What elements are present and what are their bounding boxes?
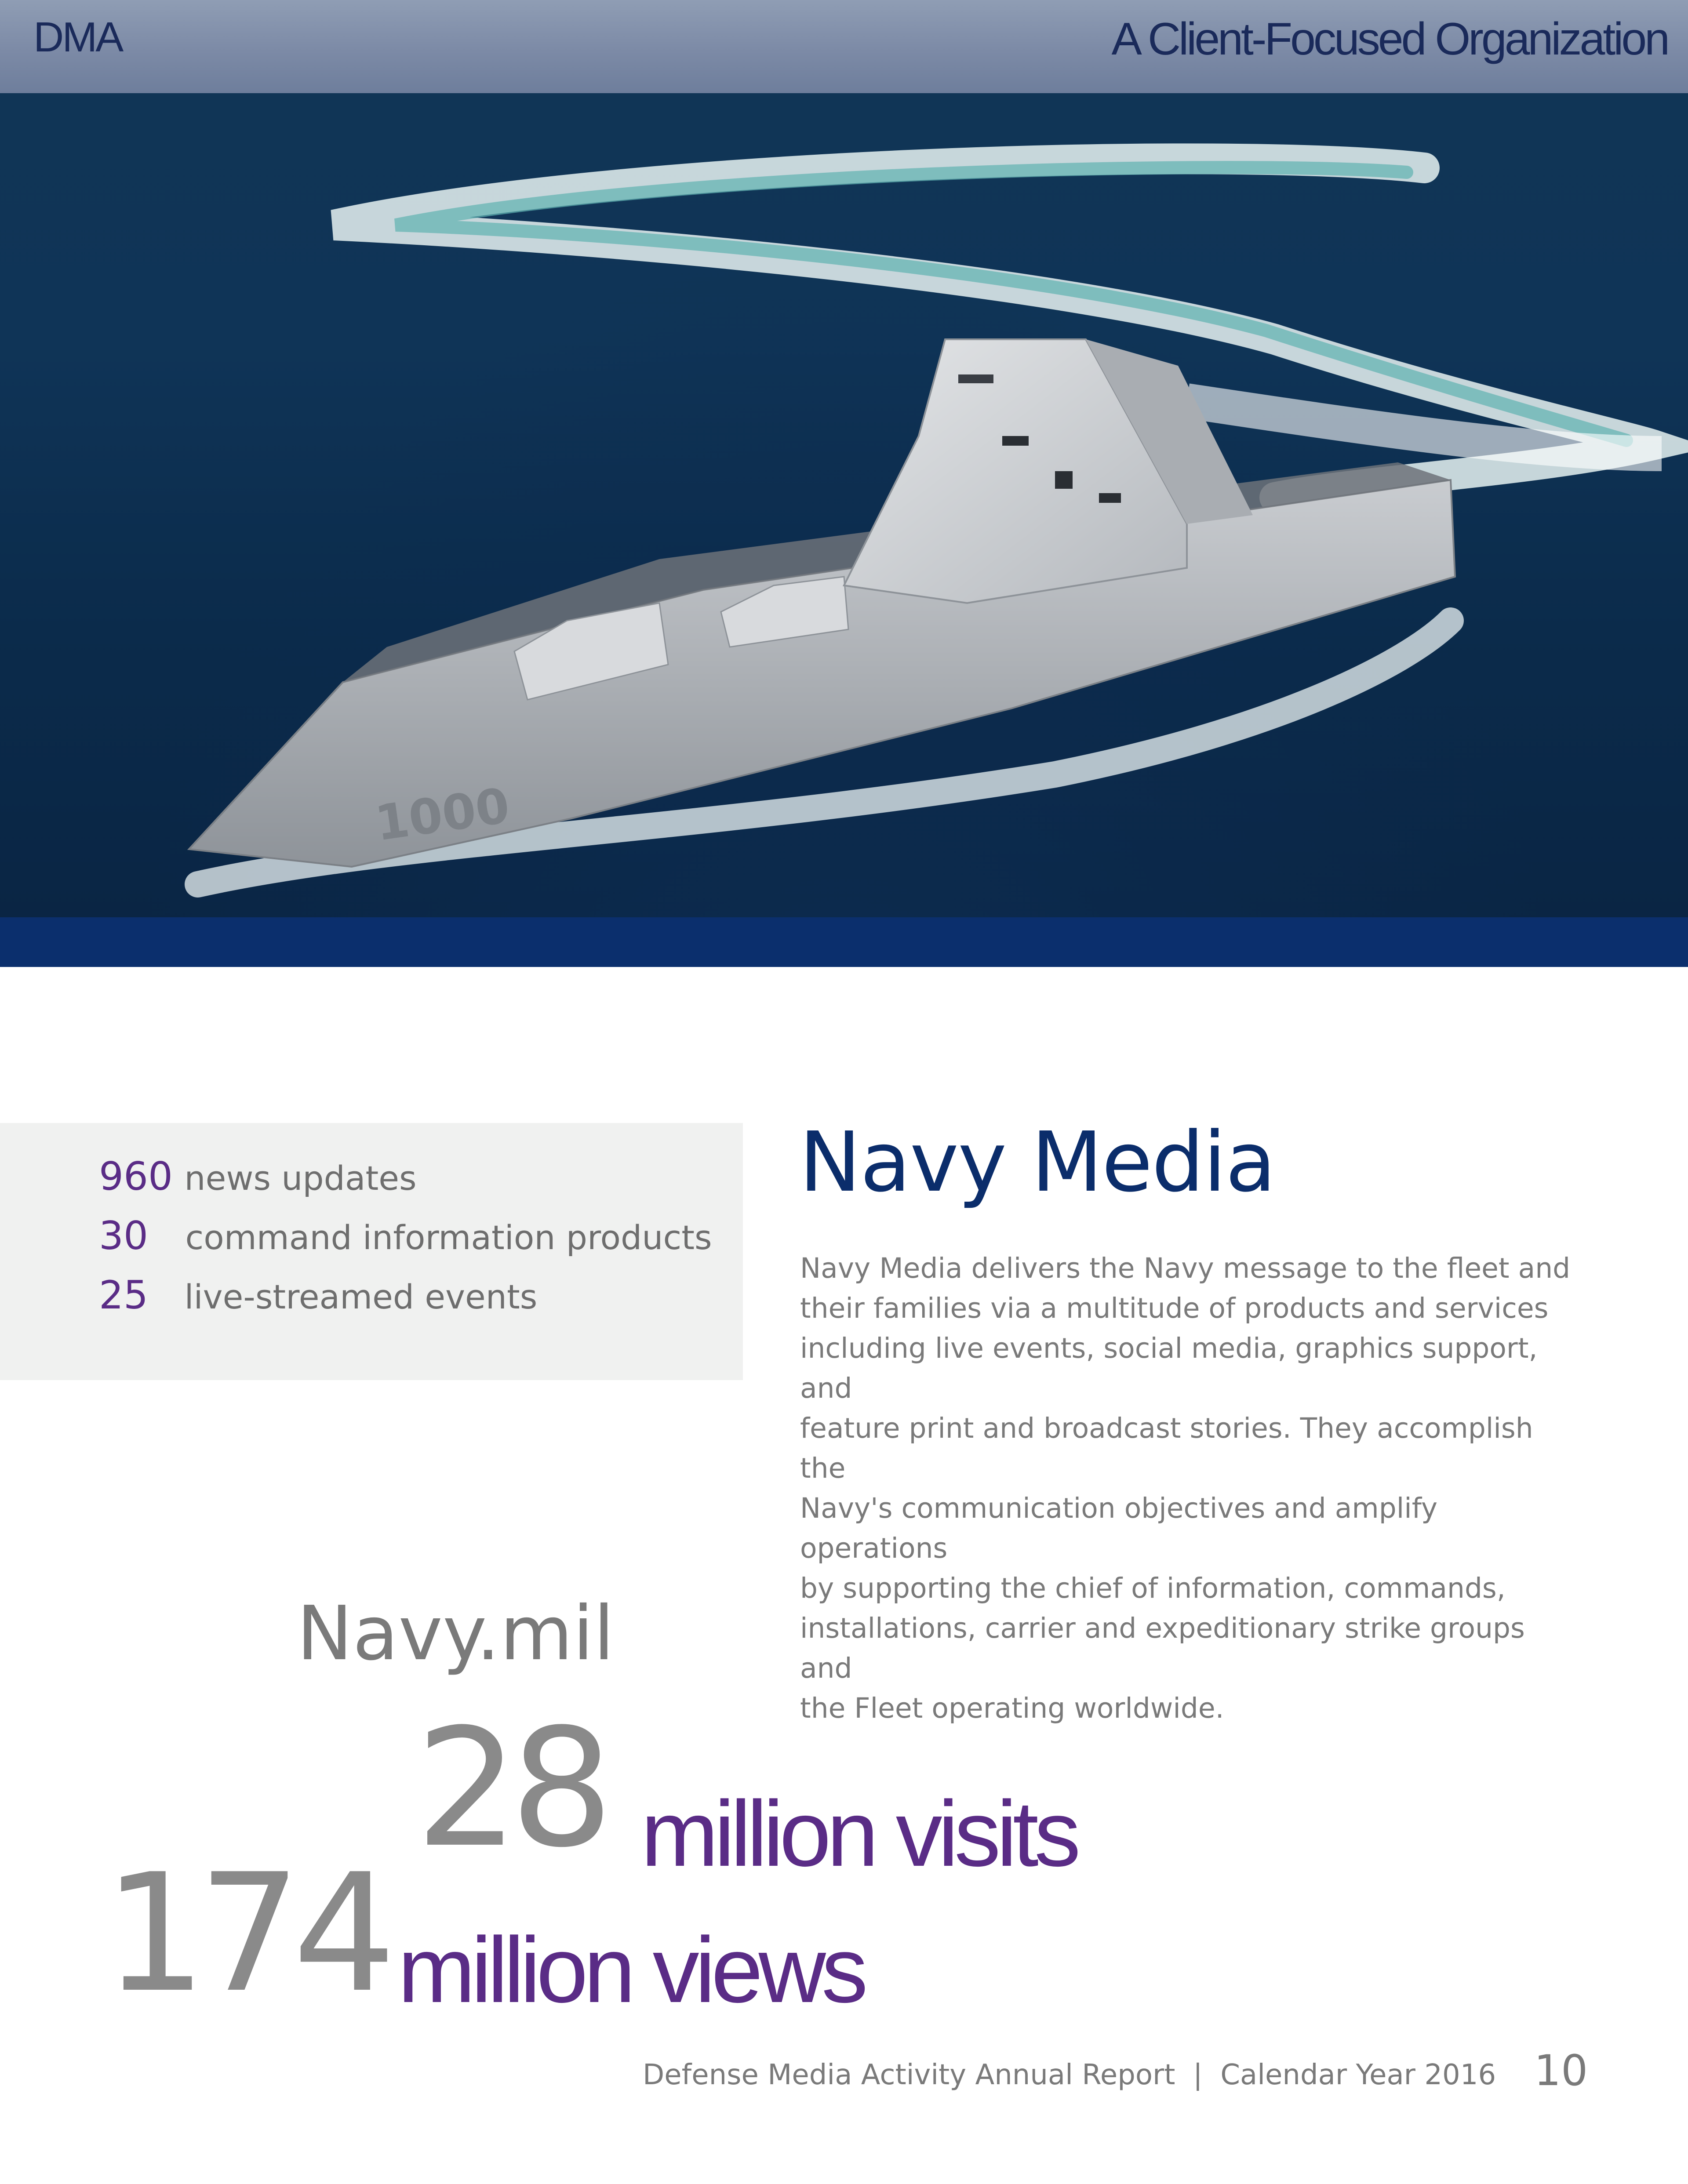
stat-row [99, 1213, 712, 1258]
article-body [800, 1248, 1574, 1728]
footer-report-title: Defense Media Activity Annual Report | Calendar Year 2016 [643, 2059, 1496, 2091]
views-label: million views [398, 1918, 864, 2022]
article-line: their families via a multitude of products and services [800, 1292, 1549, 1324]
stat-value: 25 [99, 1272, 148, 1318]
stats-panel [0, 1123, 743, 1380]
stat-value: 960 [99, 1154, 173, 1199]
article-line: by supporting the chief of information, commands, [800, 1572, 1506, 1604]
header-section-title: A Client-Focused Organization [1111, 14, 1668, 65]
views-value: 174 [103, 1839, 388, 2028]
visits-value: 28 [415, 1694, 605, 1883]
visits-label: million visits [641, 1781, 1077, 1886]
stat-label: command information products [185, 1218, 712, 1257]
article-line: Navy's communication objectives and amplify operations [800, 1492, 1438, 1564]
page-number: 10 [1534, 2046, 1588, 2095]
article-line: installations, carrier and expeditionary strike groups and [800, 1612, 1525, 1684]
header-org-label: DMA [33, 14, 122, 61]
hero-photo-ship [0, 93, 1688, 917]
stat-value: 30 [99, 1213, 148, 1258]
ship-hull-number: 1000 [371, 777, 513, 852]
hero-bottom-banner [0, 917, 1688, 967]
article-title: Navy Media [799, 1114, 1275, 1210]
stat-row [99, 1154, 417, 1199]
article-line: feature print and broadcast stories. They accomplish the [800, 1412, 1533, 1484]
article-line: including live events, social media, graphics support, and [800, 1332, 1538, 1404]
article-line: Navy Media delivers the Navy message to the fleet and [800, 1252, 1571, 1284]
ship-illustration [0, 93, 1688, 917]
page-header [0, 0, 1688, 93]
website-name: Navy.mil [297, 1590, 615, 1677]
stat-label: live-streamed events [184, 1277, 538, 1316]
article-line: the Fleet operating worldwide. [800, 1692, 1224, 1724]
stat-row [99, 1272, 537, 1318]
stat-label: news updates [184, 1159, 417, 1198]
